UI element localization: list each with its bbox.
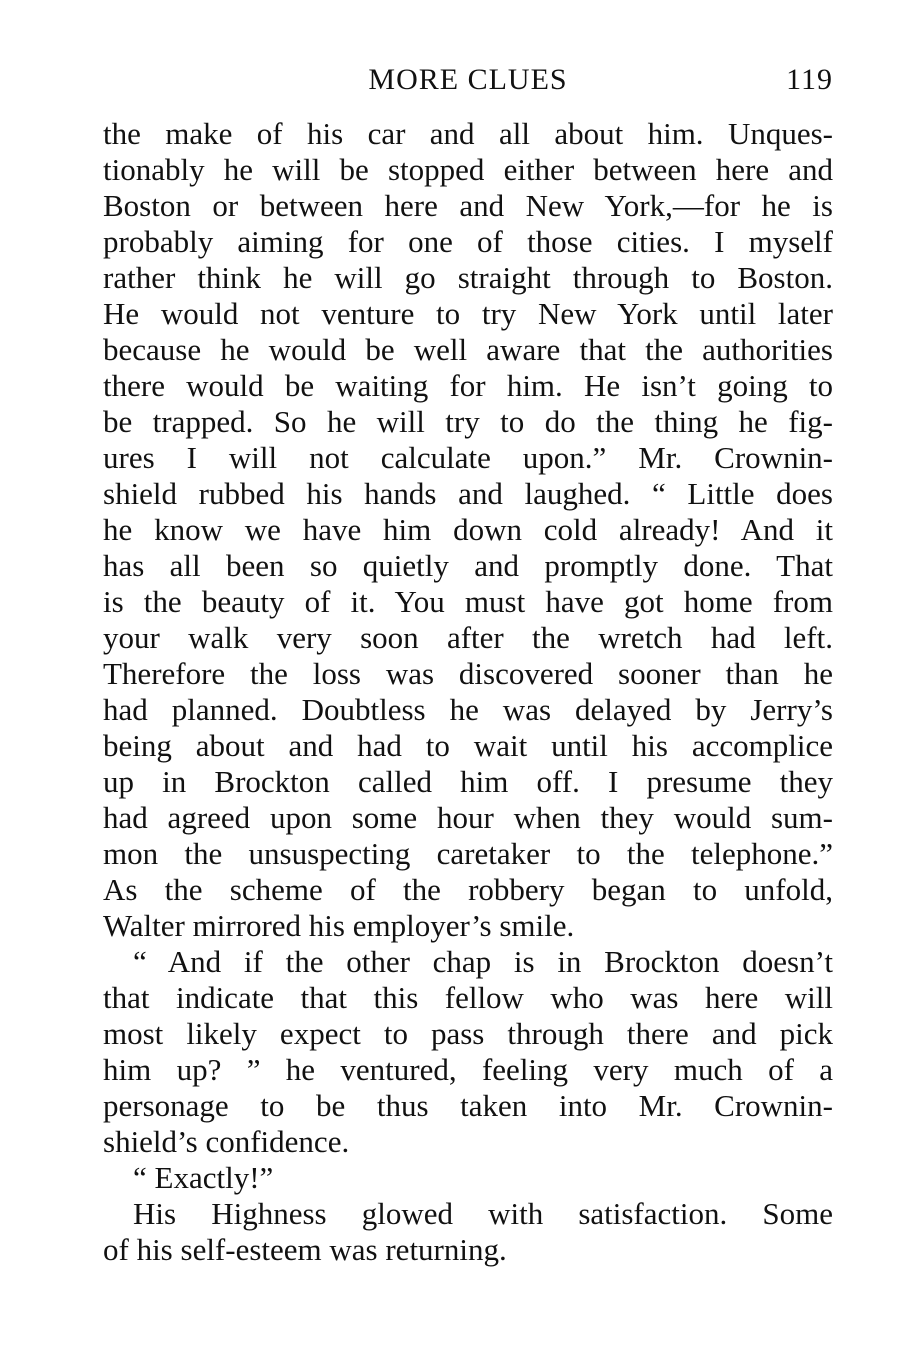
text-line: rather think he will go straight through to Boston. <box>103 260 833 295</box>
text-line: had planned. Doubtless he was delayed by Jerry’s <box>103 692 833 727</box>
text-line: him up? ” he ventured, feeling very much of a <box>103 1052 833 1087</box>
text-line: ures I will not calculate upon.” Mr. Crownin- <box>103 440 833 475</box>
text-line: shield’s confidence. <box>103 1124 350 1159</box>
running-head <box>103 60 833 100</box>
text-line: Therefore the loss was discovered sooner than he <box>103 656 833 691</box>
text-line: up in Brockton called him off. I presume they <box>103 764 833 799</box>
text-line: being about and had to wait until his accomplice <box>103 728 833 763</box>
running-title: MORE CLUES <box>368 63 568 96</box>
text-line: shield rubbed his hands and laughed. “ Little does <box>103 476 833 511</box>
text-line: that indicate that this fellow who was here will <box>103 980 833 1015</box>
text-line: “ Exactly!” <box>133 1160 274 1195</box>
text-line: is the beauty of it. You must have got home from <box>103 584 833 619</box>
text-line: As the scheme of the robbery began to unfold, <box>103 872 833 907</box>
text-line: the make of his car and all about him. Unques- <box>103 116 833 151</box>
text-line: Walter mirrored his employer’s smile. <box>103 908 575 943</box>
text-line: there would be waiting for him. He isn’t going to <box>103 368 833 403</box>
text-line: He would not venture to try New York until later <box>103 296 833 331</box>
text-line: His Highness glowed with satisfaction. Some <box>133 1196 833 1231</box>
text-line: be trapped. So he will try to do the thing he fig- <box>103 404 833 439</box>
body-text <box>103 116 833 1268</box>
text-line: because he would be well aware that the authorities <box>103 332 833 367</box>
text-line: your walk very soon after the wretch had left. <box>103 620 833 655</box>
text-line: has all been so quietly and promptly done. That <box>103 548 833 583</box>
text-line: probably aiming for one of those cities. I myself <box>103 224 833 259</box>
text-line: of his self-esteem was returning. <box>103 1232 507 1267</box>
text-line: “ And if the other chap is in Brockton doesn’t <box>133 944 833 979</box>
text-line: he know we have him down cold already! And it <box>103 512 833 547</box>
text-line: mon the unsuspecting caretaker to the telephone.” <box>103 836 833 871</box>
text-line: Boston or between here and New York,—for he is <box>103 188 833 223</box>
text-line: tionably he will be stopped either between here and <box>103 152 833 187</box>
text-line: personage to be thus taken into Mr. Crownin- <box>103 1088 833 1123</box>
text-line: most likely expect to pass through there and pick <box>103 1016 833 1051</box>
text-line: had agreed upon some hour when they would sum- <box>103 800 833 835</box>
page-number: 119 <box>786 63 833 96</box>
